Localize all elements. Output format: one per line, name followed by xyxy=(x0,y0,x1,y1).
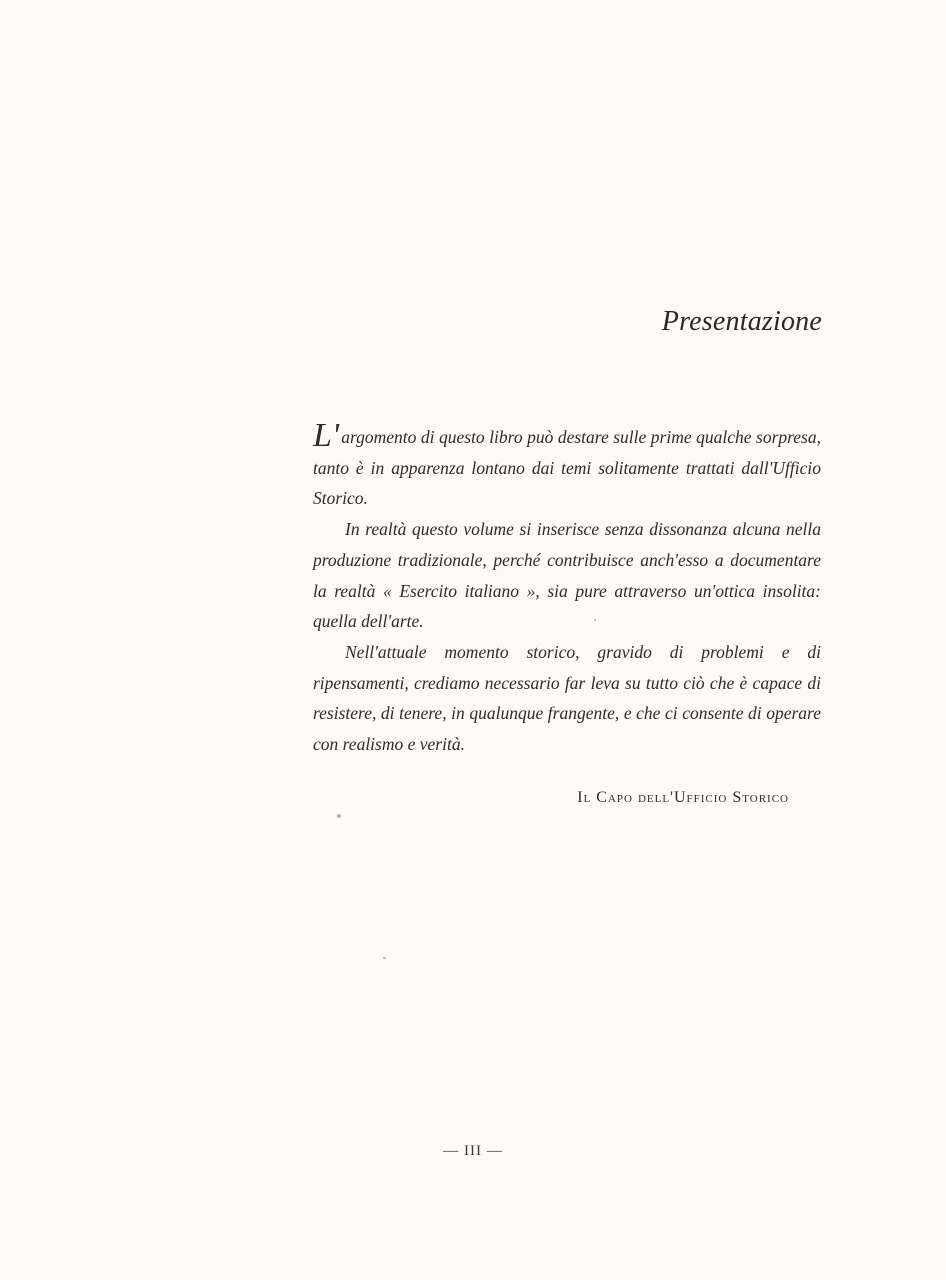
paper-speck xyxy=(337,814,341,818)
body-text xyxy=(313,416,821,760)
paper-speck xyxy=(594,619,596,621)
paragraph-2: In realtà questo volume si inserisce senza dissonanza alcuna nella produzione tradizionale, perché contribuisce anch'esso a documentare la realtà « Esercito italiano », sia pure attraverso un'ottica insolita: quella dell'arte. xyxy=(313,519,821,632)
page-title: Presentazione xyxy=(661,306,822,337)
signature: Il Capo dell'Ufficio Storico xyxy=(577,789,789,806)
paper-speck xyxy=(383,957,386,959)
paragraph-1 xyxy=(313,416,821,514)
paragraph-3: Nell'attuale momento storico, gravido di problemi e di ripensamenti, crediamo necessario far leva su tutto ciò che è capace di resistere, di tenere, in qualunque frangente, e che ci consente di operare con realismo e verità. xyxy=(313,641,821,755)
paragraph-1-text: argomento di questo libro può destare sulle prime qualche sorpresa, tanto è in apparenza lontano dai temi solitamente trattati dall'Ufficio Storico. xyxy=(313,427,821,509)
drop-cap: L' xyxy=(313,417,340,454)
page-number: — III — xyxy=(443,1143,503,1159)
